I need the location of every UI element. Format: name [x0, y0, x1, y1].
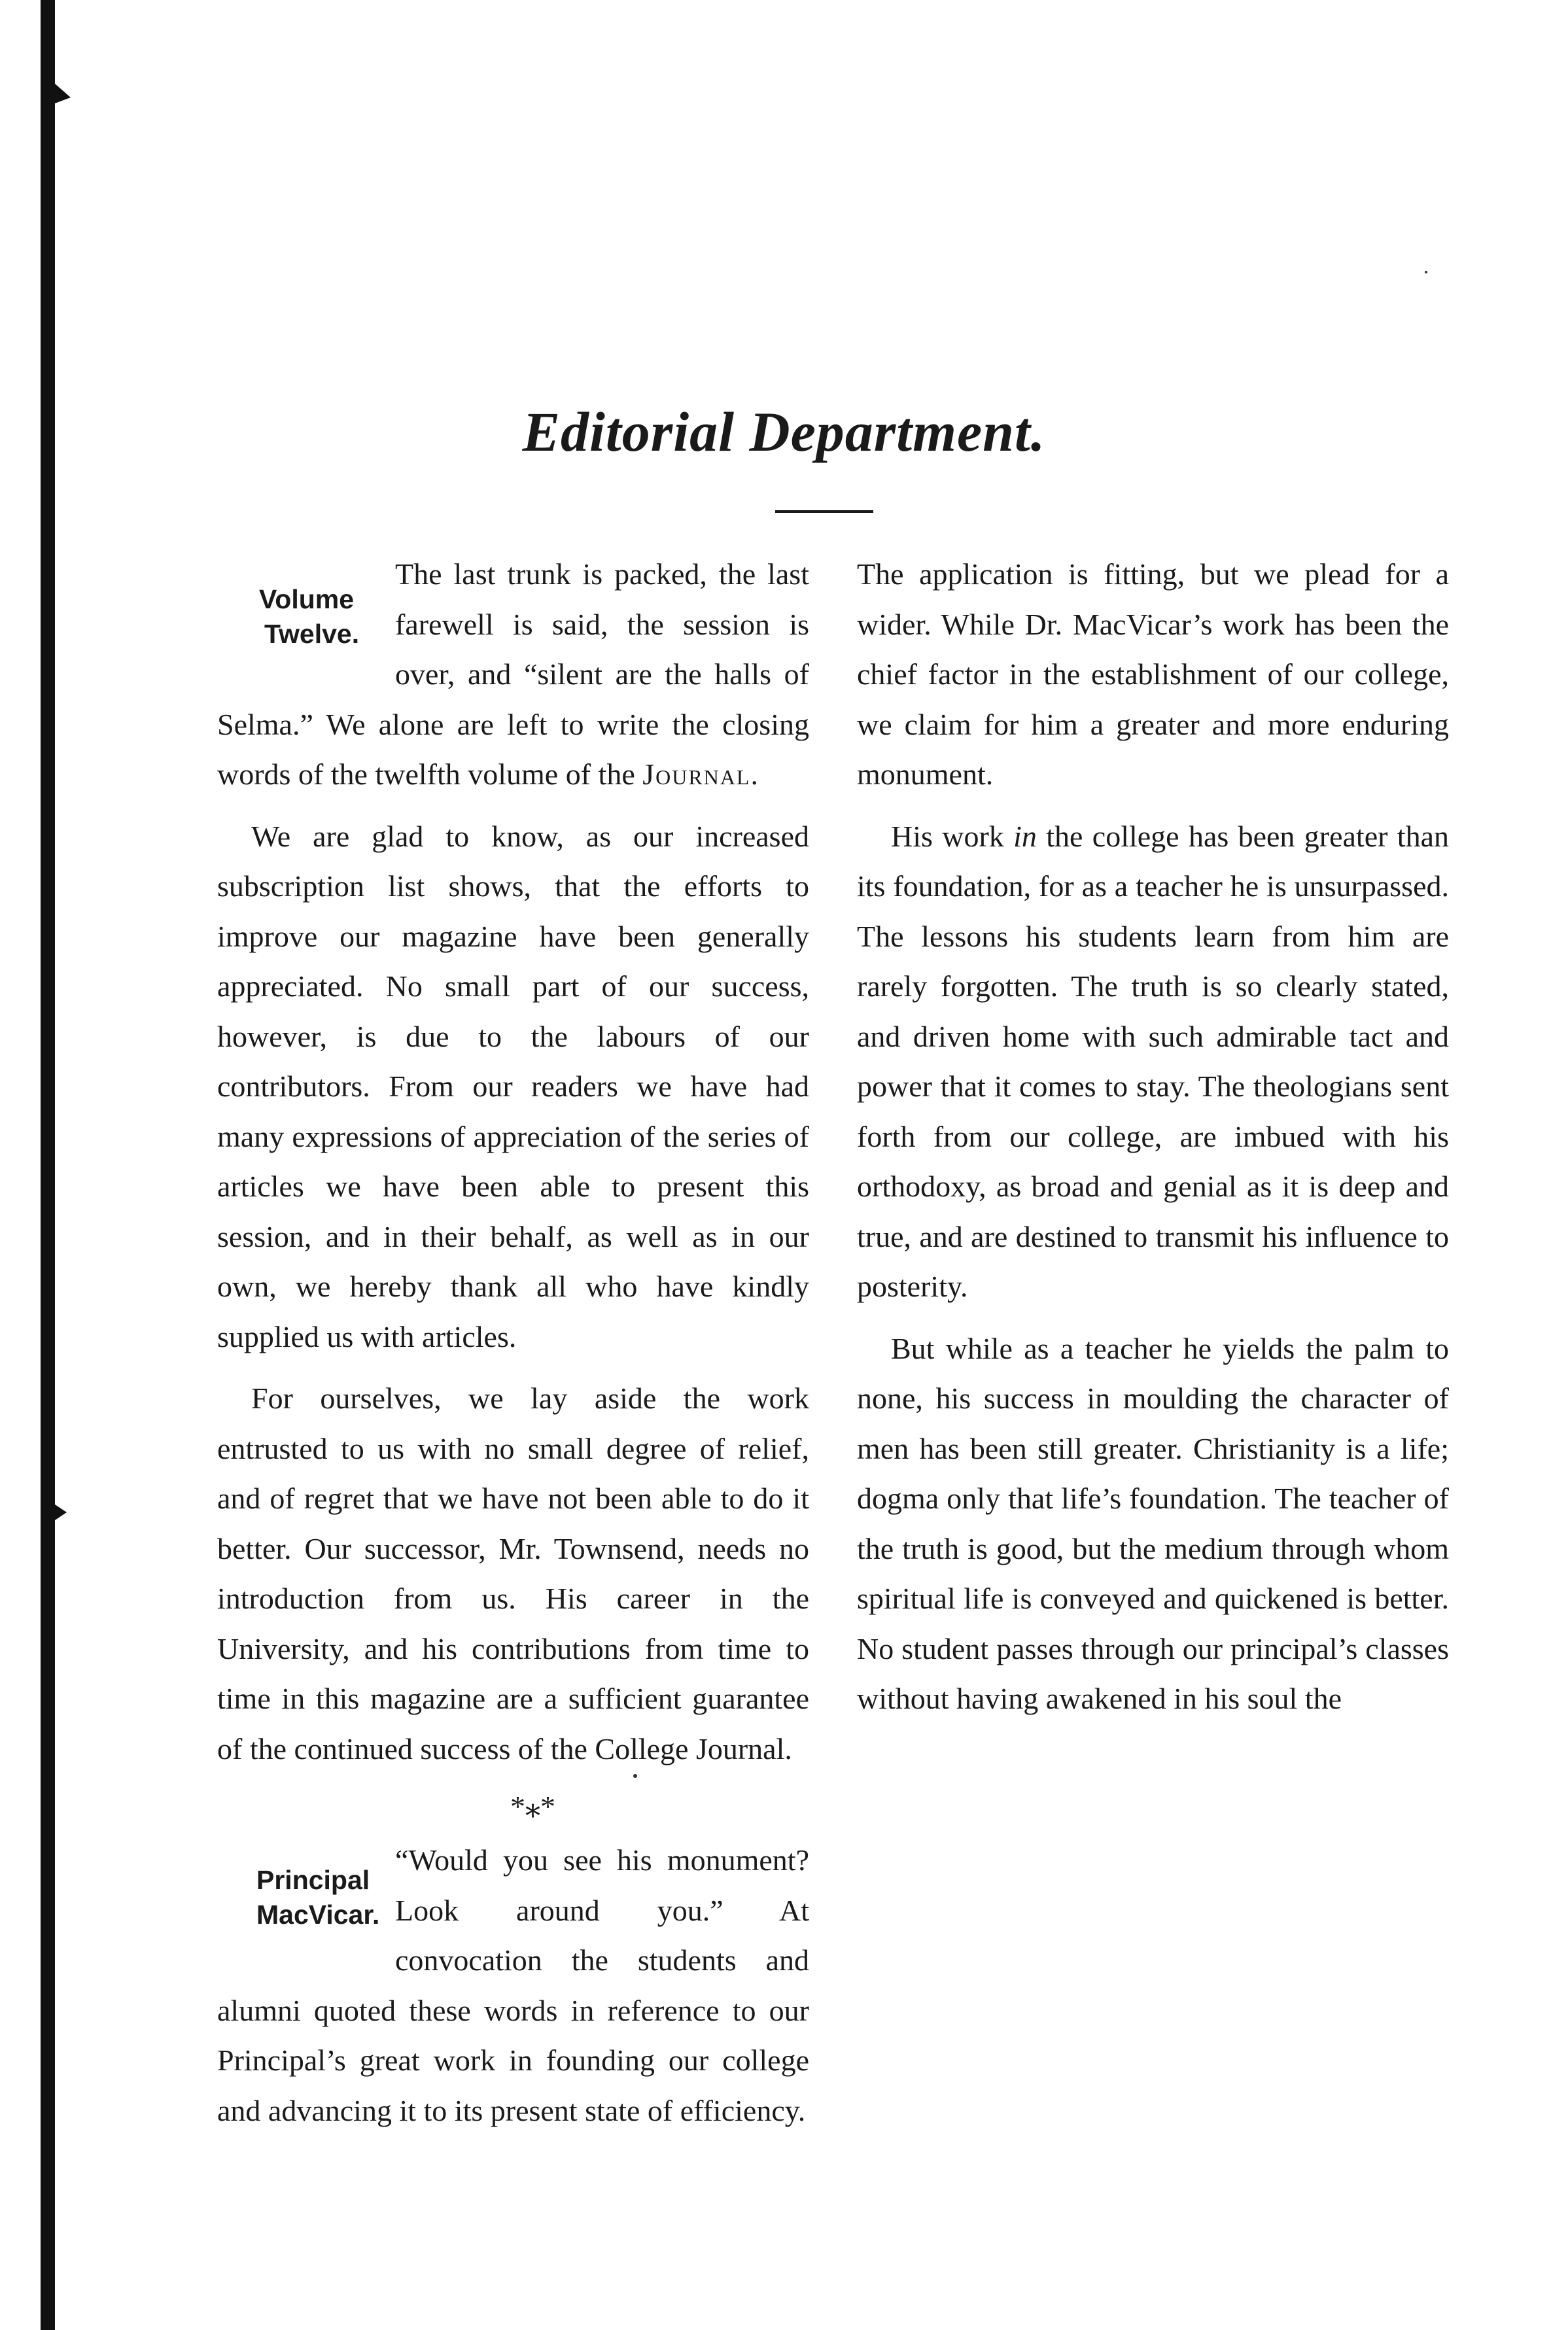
side-label-line: Twelve.: [264, 619, 360, 650]
print-speck: [1425, 271, 1427, 273]
paragraph: For ourselves, we lay aside the work entrusted to us with no small degree of relief, and of regret that we have not been able to do it better. Our successor, Mr. Townsend, needs no introduction from us. His career in the University, and his contributions from time to time in this magazine are a sufficient guarantee of the continued success of the College Journal.: [217, 1382, 809, 1765]
paragraph-continued: “Would you see his monument? Look around you.” At convocation the students and alumni quoted these words in reference to our Principal’s great work in founding our college and advancing it to its present state of efficiency.: [217, 1843, 809, 2127]
side-label-line: Principal: [256, 1865, 370, 1895]
page-heading: Editorial Department.: [522, 400, 1046, 463]
page-binding-edge: [41, 0, 55, 2330]
paragraph-text: The last trunk is packed, the last farewell is said, the session is over, and “silent are the halls of Selma.” We alone are left to write the closing words of the twelfth volume of the: [217, 557, 809, 791]
emphasis: in: [1013, 819, 1037, 853]
side-label-line: MacVicar.: [256, 1900, 380, 1930]
journal-name: Journal.: [642, 757, 759, 791]
paragraph: [857, 812, 1449, 1312]
side-label-volume-twelve: [217, 549, 394, 687]
left-column: [217, 549, 809, 2147]
heading-rule: [775, 510, 873, 513]
right-column: [857, 549, 1449, 1736]
paragraph-text: His work: [891, 819, 1004, 853]
paragraph: We are glad to know, as our increased subscription list shows, that the efforts to improve our magazine have been generally appreciated. No small part of our success, however, is due to the labours of our contributors. From our readers we have had many expressions of appreciation of the series of articles we have been able to present this session, and in their behalf, as well as in our own, we hereby thank all who have kindly supplied us with articles.: [217, 819, 809, 1353]
side-label-principal-macvicar: [217, 1835, 394, 1973]
section-divider: *⁎*: [510, 1790, 555, 1823]
paragraph-continuation: The application is fitting, but we plead for a wider. While Dr. MacVicar’s work has been the chief factor in the establishment of our college, we claim for him a greater and more enduring monument.: [857, 557, 1449, 791]
side-label-line: Volume: [259, 584, 355, 614]
binding-mark: [55, 1504, 67, 1520]
binding-mark: [55, 84, 71, 103]
paragraph-text: the college has been greater than its foundation, for as a teacher he is unsurpassed. The lessons his students learn from him are rarely forgotten. The truth is so clearly stated, and driven home with such admirable tact and power that it comes to stay. The theologians sent forth from our college, are imbued with his orthodoxy, as broad and genial as it is deep and true, and are destined to transmit his influence to posterity.: [857, 819, 1449, 1303]
paragraph: But while as a teacher he yields the palm to none, his success in moulding the character of men has been still greater. Christianity is a life; dogma only that life’s foundation. The teacher of the truth is good, but the medium through whom spiritual life is conveyed and quickened is better. No student passes through our principal’s classes without having awakened in his soul the: [857, 1331, 1449, 1715]
